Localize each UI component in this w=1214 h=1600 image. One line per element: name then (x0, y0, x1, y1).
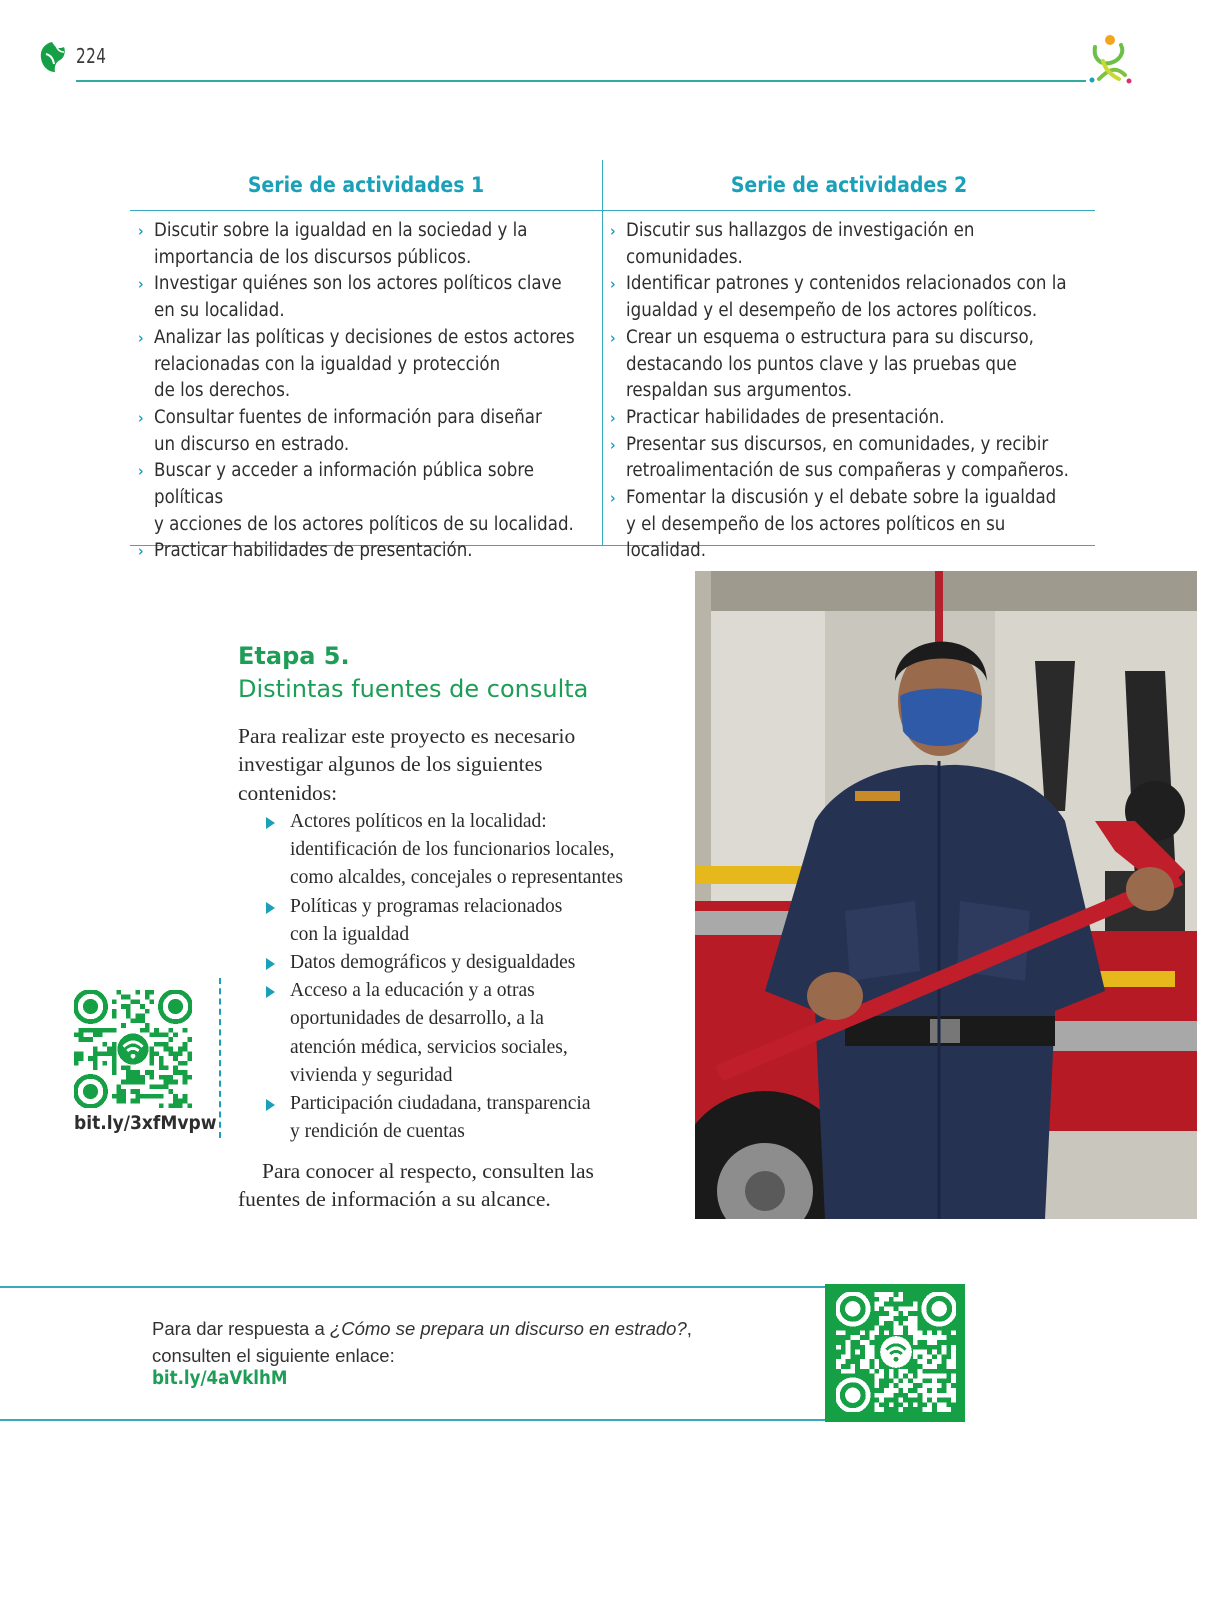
list-item-text: identificación de los funcionarios locales, (290, 839, 615, 861)
qr-code-icon[interactable] (74, 990, 192, 1108)
list-item-text: Presentar sus discursos, en comunidades, y recibir (626, 433, 1049, 455)
dashed-divider (219, 978, 221, 1138)
list-item (266, 977, 656, 1090)
list-item (138, 271, 598, 324)
list-item-text: con la igualdad (290, 923, 410, 945)
chevron-bullet-icon: › (138, 408, 144, 427)
topics-list (266, 808, 656, 1146)
stage-closing (238, 1157, 658, 1214)
chevron-bullet-icon: › (610, 222, 616, 240)
list-item-text: Fomentar la discusión y el debate sobre la igualdad (626, 487, 1057, 509)
list-item-text: Participación ciudadana, transparencia (290, 1093, 591, 1115)
list-item-text: destacando los puntos clave y las pruebas que (626, 353, 1017, 375)
list-item (610, 405, 1090, 432)
list-item (138, 218, 598, 271)
list-item-text: Identificar patrones y contenidos relacionados con la (626, 273, 1067, 295)
list-item (138, 538, 598, 565)
list-item (266, 893, 656, 949)
text-line: investigar algunos de los siguientes (238, 752, 543, 777)
list-item-text: importancia de los discursos públicos. (154, 246, 472, 268)
chevron-bullet-icon: › (610, 489, 616, 508)
triangle-bullet-icon (266, 1099, 275, 1111)
list-item-text: Analizar las políticas y decisiones de estos actores (154, 326, 575, 348)
list-item-text: Buscar y acceder a información pública sobre políticas (154, 460, 534, 509)
list-item-text: Políticas y programas relacionados (290, 895, 563, 917)
list-item-text: Practicar habilidades de presentación. (626, 406, 945, 428)
text-line: contenidos: (238, 780, 338, 805)
qr-code-icon[interactable] (836, 1292, 956, 1412)
chevron-bullet-icon: › (138, 542, 144, 561)
list-item-text: igualdad y el desempeño de los actores políticos. (626, 300, 1038, 322)
text-line: fuentes de información a su alcance. (238, 1187, 551, 1212)
list-item-text: en su localidad. (154, 300, 285, 322)
list-item (610, 485, 1090, 565)
list-item (266, 949, 656, 977)
firefighter-photo (695, 571, 1197, 1219)
series-1-title: Serie de actividades 1 (247, 173, 485, 197)
list-item-text: y acciones de los actores políticos de su localidad. (154, 513, 574, 535)
chevron-bullet-icon: › (610, 328, 616, 347)
series-2-title: Serie de actividades 2 (730, 173, 968, 197)
list-item (138, 325, 598, 405)
list-item (610, 432, 1090, 485)
text-line: Para conocer al respecto, consulten las (262, 1159, 594, 1183)
chevron-bullet-icon: › (138, 328, 144, 347)
list-item-text: Discutir sobre la igualdad en la sociedad y la (154, 220, 528, 241)
table-header-rule (130, 210, 1095, 211)
list-item-text: Consultar fuentes de información para diseñar (154, 406, 542, 428)
list-item (138, 458, 598, 538)
list-item (266, 808, 656, 893)
list-item-text: respaldan sus argumentos. (626, 380, 853, 402)
list-item (610, 271, 1090, 324)
chevron-bullet-icon: › (138, 462, 144, 481)
list-item-text: Acceso a la educación y a otras (290, 980, 535, 1002)
chevron-bullet-icon: › (610, 275, 616, 294)
triangle-bullet-icon (266, 958, 275, 970)
text-line: Para realizar este proyecto es necesario (238, 724, 576, 748)
stage-title: Etapa 5. (238, 642, 350, 670)
list-item-text: atención médica, servicios sociales, (290, 1036, 568, 1058)
table-column-divider (602, 160, 603, 546)
list-item-text: Actores políticos en la localidad: (290, 811, 547, 832)
chevron-bullet-icon: › (610, 435, 616, 454)
list-item-text: y rendición de cuentas (290, 1121, 465, 1143)
list-item (266, 1090, 656, 1146)
green-leaf-icon (38, 40, 68, 74)
triangle-bullet-icon (266, 902, 275, 914)
list-item-text: Crear un esquema o estructura para su discurso, (626, 326, 1034, 348)
list-item-text: Practicar habilidades de presentación. (154, 540, 473, 562)
list-item-text: un discurso en estrado. (154, 433, 350, 455)
stage-subtitle: Distintas fuentes de consulta (238, 675, 589, 703)
list-item-text: oportunidades de desarrollo, a la (290, 1008, 544, 1030)
triangle-bullet-icon (266, 986, 275, 998)
chevron-bullet-icon: › (138, 222, 144, 240)
triangle-bullet-icon (266, 817, 275, 829)
link-box-bottom-rule (0, 1419, 825, 1421)
list-item-text: relacionadas con la igualdad y protección (154, 353, 501, 375)
qr-link-left[interactable]: bit.ly/3xfMvpw (74, 1112, 217, 1134)
colorful-figure-logo-icon (1085, 33, 1135, 87)
list-item (138, 405, 598, 458)
series-1-list (138, 218, 598, 565)
list-item-text: Investigar quiénes son los actores políticos clave (154, 273, 562, 295)
list-item-text: vivienda y seguridad (290, 1064, 453, 1086)
list-item-text: y el desempeño de los actores políticos en su localidad. (626, 513, 1006, 562)
qr-link-bottom[interactable]: bit.ly/4aVklhM (152, 1368, 288, 1389)
header-rule (76, 80, 1086, 82)
link-box-text: Para dar respuesta a ¿Cómo se prepara un discurso en estrado?, consulten el siguiente enlace: (152, 1318, 692, 1366)
list-item-text: Discutir sus hallazgos de investigación en comunidades. (626, 220, 975, 268)
stage-intro (238, 722, 658, 807)
list-item (610, 325, 1090, 405)
link-box-top-rule (0, 1286, 825, 1288)
activities-table (130, 160, 1095, 562)
list-item-text: de los derechos. (154, 380, 291, 402)
chevron-bullet-icon: › (610, 408, 616, 427)
list-item (610, 218, 1090, 271)
chevron-bullet-icon: › (138, 275, 144, 294)
list-item-text: Datos demográficos y desigualdades (290, 952, 576, 974)
page-number: 224 (76, 44, 107, 68)
series-2-list (610, 218, 1090, 565)
list-item-text: como alcaldes, concejales o representantes (290, 867, 623, 889)
list-item-text: retroalimentación de sus compañeras y compañeros. (626, 460, 1069, 482)
